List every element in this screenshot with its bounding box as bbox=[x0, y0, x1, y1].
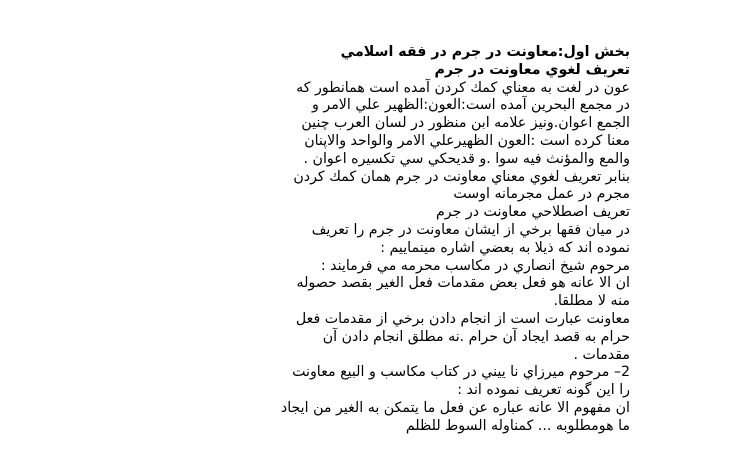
paragraph-line: تعريف اصطلاحي معاونت در جرم bbox=[435, 204, 630, 221]
paragraph-line: ما هومطلوبه ... كمناوله السوط للظلم bbox=[405, 417, 630, 434]
paragraph-line: بنابر تعريف لغوي معناي معاونت در جرم همان كمك كردن bbox=[293, 168, 630, 185]
paragraph-line: الجمع اعوان.ونيز علامه ابن منظور در لسان العرب چنين bbox=[301, 115, 630, 132]
paragraph-line: معاونت عبارت است از انجام دادن برخي از مقدمات فعل bbox=[295, 310, 630, 327]
paragraph-line: معنا كرده است :العون الظهيرعلي الامر والواحد والاپنان bbox=[304, 132, 630, 149]
subsection-heading: تعريف لغوي معاونت در جرم bbox=[434, 61, 630, 78]
document-text-block bbox=[125, 44, 630, 436]
paragraph-line: مقدمات . bbox=[573, 346, 630, 363]
paragraph-line: حرام به قصد ايجاد آن حرام .نه مطلق انجام دادن آن bbox=[322, 328, 630, 345]
paragraph-line: 2– مرحوم ميرزاي نا ييني در كتاب مكاسب و البيع معاونت bbox=[292, 364, 630, 381]
paragraph-line: نموده اند كه ذيلا به بعضي اشاره مينماييم : bbox=[380, 239, 630, 256]
section-heading: بخش اول:معاونت در جرم در فقه اسلامي bbox=[340, 44, 630, 60]
paragraph-line: والمع والمؤنث فيه سوا .و قديحكي سي تكسيره اعوان . bbox=[303, 150, 630, 167]
paragraph-line: ان الا عانه هو فعل بعض مقدمات فعل الغير بقصد حصوله bbox=[296, 275, 630, 292]
paragraph-line: در ميان فقها برخي از ايشان معاونت در جرم را تعريف bbox=[311, 221, 630, 238]
paragraph-line: منه لا مطلقا. bbox=[553, 293, 630, 310]
paragraph-line: مرحوم شيخ انصاري در مكاسب محرمه مي فرمايند : bbox=[320, 257, 630, 274]
paragraph-line: را اين گونه تعريف نموده اند : bbox=[457, 382, 630, 399]
paragraph-line: ان مفهوم الا عانه عباره عن فعل ما يتمكن به الغير من ايجاد bbox=[280, 399, 630, 416]
paragraph-line: در مجمع البحرين آمده است:العون:الظهير علي الامر و bbox=[312, 97, 630, 114]
paragraph-line: مجرم در عمل مجرمانه اوست bbox=[453, 186, 630, 203]
paragraph-line: عون در لغت به معناي كمك كردن آمده است همانطور كه bbox=[296, 79, 630, 96]
